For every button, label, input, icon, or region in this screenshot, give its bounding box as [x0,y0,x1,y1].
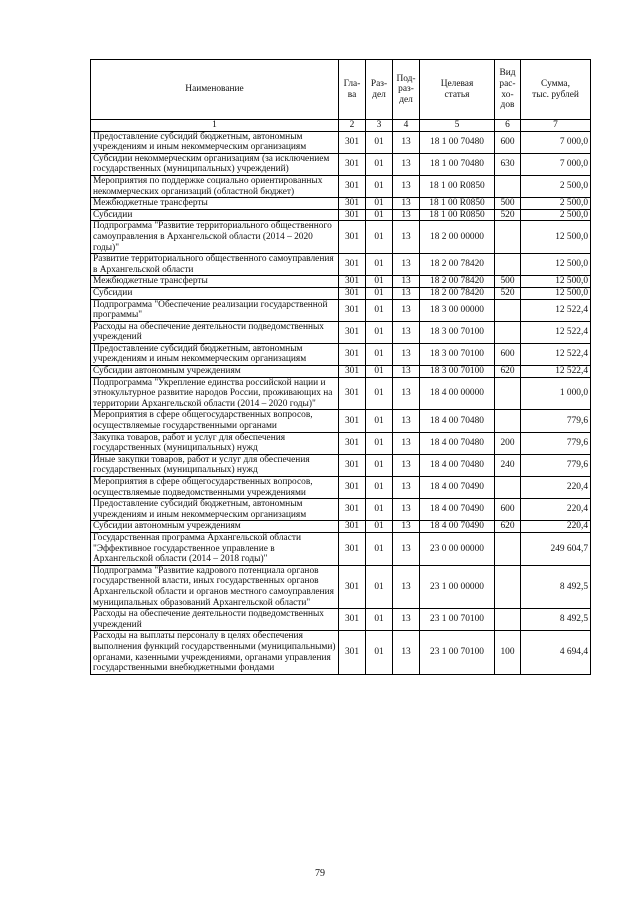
row-sum-cell: 7 000,0 [521,131,591,153]
row-sum-cell: 12 522,4 [521,299,591,321]
row-article-cell: 23 1 00 00000 [420,565,495,608]
row-podrazdel-cell: 13 [393,254,420,276]
row-article-cell: 18 4 00 70480 [420,454,495,476]
table-row [91,609,591,631]
row-name-cell: Расходы на выплаты персоналу в целях обеспечения выполнения функций государственными (муниципальными) органами, казенными учреждениями, органами управления государственными внебюджетными фондами [91,631,339,674]
table-row [91,287,591,299]
row-razdel-cell: 01 [366,477,393,499]
table-row [91,532,591,565]
row-vid-cell: 200 [495,432,521,454]
row-sum-cell: 1 000,0 [521,377,591,410]
row-glava-cell: 301 [339,343,366,365]
row-vid-cell [495,609,521,631]
row-name-cell: Подпрограмма "Укрепление единства российской нации и этнокультурное развитие народов России, проживающих на территории Архангельской области (2014 – 2020 годы)" [91,377,339,410]
row-podrazdel-cell: 13 [393,631,420,674]
row-name-cell: Субсидии автономным учреждениям [91,521,339,533]
row-podrazdel-cell: 13 [393,209,420,221]
row-article-cell: 18 2 00 00000 [420,221,495,254]
row-sum-cell: 12 500,0 [521,221,591,254]
header-podrazdel: Под- раз- дел [393,60,420,120]
row-podrazdel-cell: 13 [393,366,420,378]
row-vid-cell: 620 [495,521,521,533]
row-sum-cell: 12 500,0 [521,254,591,276]
row-vid-cell [495,299,521,321]
row-sum-cell: 12 500,0 [521,276,591,288]
row-glava-cell: 301 [339,532,366,565]
row-name-cell: Предоставление субсидий бюджетным, автономным учреждениям и иным некоммерческим организациям [91,343,339,365]
table-body [91,131,591,674]
row-podrazdel-cell: 13 [393,377,420,410]
row-sum-cell: 220,4 [521,521,591,533]
row-sum-cell: 12 522,4 [521,366,591,378]
row-glava-cell: 301 [339,521,366,533]
row-sum-cell: 4 694,4 [521,631,591,674]
row-vid-cell [495,477,521,499]
row-glava-cell: 301 [339,410,366,432]
row-razdel-cell: 01 [366,299,393,321]
row-vid-cell [495,254,521,276]
row-razdel-cell: 01 [366,153,393,175]
page-number: 79 [315,868,325,879]
row-podrazdel-cell: 13 [393,221,420,254]
row-glava-cell: 301 [339,287,366,299]
row-name-cell: Межбюджетные трансферты [91,276,339,288]
row-sum-cell: 249 604,7 [521,532,591,565]
table-row [91,410,591,432]
row-vid-cell [495,410,521,432]
row-article-cell: 18 1 00 R0850 [420,175,495,197]
row-article-cell: 23 0 00 00000 [420,532,495,565]
row-name-cell: Субсидии автономным учреждениям [91,366,339,378]
row-name-cell: Субсидии [91,209,339,221]
row-name-cell: Государственная программа Архангельской области "Эффективное государственное управление в Архангельской области (2014 – 2018 годы)" [91,532,339,565]
row-vid-cell: 500 [495,276,521,288]
row-razdel-cell: 01 [366,287,393,299]
row-razdel-cell: 01 [366,565,393,608]
row-vid-cell: 630 [495,153,521,175]
row-podrazdel-cell: 13 [393,175,420,197]
row-razdel-cell: 01 [366,521,393,533]
row-article-cell: 18 1 00 R0850 [420,209,495,221]
row-article-cell: 18 1 00 70480 [420,153,495,175]
row-sum-cell: 2 500,0 [521,198,591,210]
row-name-cell: Развитие территориального общественного самоуправления в Архангельской области [91,254,339,276]
row-article-cell: 18 4 00 70490 [420,477,495,499]
column-number: 1 [91,120,339,132]
row-name-cell: Мероприятия в сфере общегосударственных вопросов, осуществляемые подведомственными учреждениями [91,477,339,499]
row-glava-cell: 301 [339,276,366,288]
row-article-cell: 18 4 00 00000 [420,377,495,410]
row-razdel-cell: 01 [366,410,393,432]
row-glava-cell: 301 [339,209,366,221]
row-sum-cell: 220,4 [521,499,591,521]
row-name-cell: Расходы на обеспечение деятельности подведомственных учреждений [91,321,339,343]
row-glava-cell: 301 [339,321,366,343]
row-name-cell: Подпрограмма "Развитие территориального общественного самоуправления в Архангельской области (2014 – 2020 годы)" [91,221,339,254]
row-article-cell: 18 3 00 70100 [420,343,495,365]
column-number: 4 [393,120,420,132]
row-name-cell: Предоставление субсидий бюджетным, автономным учреждениям и иным некоммерческим организациям [91,499,339,521]
row-article-cell: 18 1 00 70480 [420,131,495,153]
row-razdel-cell: 01 [366,276,393,288]
table-row [91,221,591,254]
row-glava-cell: 301 [339,366,366,378]
row-article-cell: 18 3 00 00000 [420,299,495,321]
row-podrazdel-cell: 13 [393,477,420,499]
row-glava-cell: 301 [339,254,366,276]
row-podrazdel-cell: 13 [393,276,420,288]
row-razdel-cell: 01 [366,532,393,565]
row-vid-cell: 240 [495,454,521,476]
row-podrazdel-cell: 13 [393,499,420,521]
column-number-row [91,120,591,132]
table-row [91,299,591,321]
row-glava-cell: 301 [339,631,366,674]
table-row [91,198,591,210]
header-glava: Гла- ва [339,60,366,120]
row-podrazdel-cell: 13 [393,321,420,343]
row-glava-cell: 301 [339,198,366,210]
row-article-cell: 23 1 00 70100 [420,609,495,631]
table-row [91,254,591,276]
table-row [91,432,591,454]
row-glava-cell: 301 [339,377,366,410]
row-podrazdel-cell: 13 [393,153,420,175]
row-article-cell: 18 1 00 R0850 [420,198,495,210]
table-row [91,153,591,175]
row-article-cell: 18 4 00 70480 [420,410,495,432]
row-vid-cell: 600 [495,343,521,365]
row-podrazdel-cell: 13 [393,343,420,365]
row-glava-cell: 301 [339,609,366,631]
row-glava-cell: 301 [339,565,366,608]
row-podrazdel-cell: 13 [393,565,420,608]
row-sum-cell: 12 522,4 [521,321,591,343]
header-razdel: Раз- дел [366,60,393,120]
row-razdel-cell: 01 [366,631,393,674]
table-row [91,366,591,378]
table-row [91,276,591,288]
row-vid-cell: 620 [495,366,521,378]
row-razdel-cell: 01 [366,131,393,153]
row-sum-cell: 2 500,0 [521,175,591,197]
row-vid-cell: 520 [495,287,521,299]
row-name-cell: Предоставление субсидий бюджетным, автономным учреждениям и иным некоммерческим организациям [91,131,339,153]
column-number: 7 [521,120,591,132]
row-glava-cell: 301 [339,499,366,521]
row-glava-cell: 301 [339,432,366,454]
row-name-cell: Расходы на обеспечение деятельности подведомственных учреждений [91,609,339,631]
row-name-cell: Подпрограмма "Обеспечение реализации государственной программы" [91,299,339,321]
row-vid-cell [495,565,521,608]
table-row [91,377,591,410]
header-vid: Вид рас- хо- дов [495,60,521,120]
row-razdel-cell: 01 [366,609,393,631]
row-vid-cell [495,377,521,410]
row-article-cell: 18 2 00 78420 [420,254,495,276]
row-glava-cell: 301 [339,175,366,197]
table-row [91,343,591,365]
header-name: Наименование [91,60,339,120]
row-name-cell: Подпрограмма "Развитие кадрового потенциала органов государственной власти, иных государственных органов Архангельской области и органов местного самоуправления муниципальных образований Архангельской области" [91,565,339,608]
row-name-cell: Межбюджетные трансферты [91,198,339,210]
row-glava-cell: 301 [339,131,366,153]
row-glava-cell: 301 [339,299,366,321]
row-vid-cell [495,175,521,197]
row-article-cell: 18 2 00 78420 [420,276,495,288]
row-article-cell: 23 1 00 70100 [420,631,495,674]
row-name-cell: Мероприятия по поддержке социально ориентированных некоммерческих организаций (областной бюджет) [91,175,339,197]
row-name-cell: Иные закупки товаров, работ и услуг для обеспечения государственных (муниципальных) нужд [91,454,339,476]
row-podrazdel-cell: 13 [393,532,420,565]
row-razdel-cell: 01 [366,254,393,276]
row-razdel-cell: 01 [366,377,393,410]
row-glava-cell: 301 [339,477,366,499]
table-row [91,631,591,674]
table-row [91,175,591,197]
row-podrazdel-cell: 13 [393,131,420,153]
row-razdel-cell: 01 [366,366,393,378]
row-razdel-cell: 01 [366,454,393,476]
row-article-cell: 18 3 00 70100 [420,366,495,378]
table-row [91,521,591,533]
row-podrazdel-cell: 13 [393,432,420,454]
row-article-cell: 18 2 00 78420 [420,287,495,299]
table-row [91,209,591,221]
row-vid-cell: 100 [495,631,521,674]
row-name-cell: Субсидии [91,287,339,299]
row-article-cell: 18 3 00 70100 [420,321,495,343]
table-row [91,321,591,343]
row-vid-cell [495,221,521,254]
row-glava-cell: 301 [339,221,366,254]
row-sum-cell: 2 500,0 [521,209,591,221]
row-vid-cell: 600 [495,499,521,521]
row-sum-cell: 8 492,5 [521,565,591,608]
column-number: 6 [495,120,521,132]
row-podrazdel-cell: 13 [393,410,420,432]
row-razdel-cell: 01 [366,221,393,254]
row-razdel-cell: 01 [366,198,393,210]
row-podrazdel-cell: 13 [393,454,420,476]
row-razdel-cell: 01 [366,432,393,454]
row-article-cell: 18 4 00 70480 [420,432,495,454]
row-sum-cell: 779,6 [521,432,591,454]
row-podrazdel-cell: 13 [393,521,420,533]
row-podrazdel-cell: 13 [393,609,420,631]
table-row [91,131,591,153]
row-sum-cell: 12 522,4 [521,343,591,365]
row-article-cell: 18 4 00 70490 [420,521,495,533]
row-vid-cell: 600 [495,131,521,153]
row-vid-cell: 520 [495,209,521,221]
row-sum-cell: 779,6 [521,454,591,476]
column-number: 5 [420,120,495,132]
header-sum: Сумма, тыс. рублей [521,60,591,120]
row-podrazdel-cell: 13 [393,198,420,210]
row-razdel-cell: 01 [366,499,393,521]
row-vid-cell: 500 [495,198,521,210]
table-row [91,477,591,499]
row-sum-cell: 220,4 [521,477,591,499]
row-sum-cell: 7 000,0 [521,153,591,175]
row-razdel-cell: 01 [366,321,393,343]
row-sum-cell: 779,6 [521,410,591,432]
row-razdel-cell: 01 [366,343,393,365]
table-row [91,499,591,521]
row-razdel-cell: 01 [366,175,393,197]
budget-table [90,59,591,675]
table-row [91,565,591,608]
column-number: 2 [339,120,366,132]
row-razdel-cell: 01 [366,209,393,221]
row-sum-cell: 8 492,5 [521,609,591,631]
table-row [91,454,591,476]
row-name-cell: Мероприятия в сфере общегосударственных вопросов, осуществляемые государственными органами [91,410,339,432]
row-glava-cell: 301 [339,153,366,175]
row-podrazdel-cell: 13 [393,287,420,299]
row-name-cell: Закупка товаров, работ и услуг для обеспечения государственных (муниципальных) нужд [91,432,339,454]
row-glava-cell: 301 [339,454,366,476]
column-number: 3 [366,120,393,132]
row-article-cell: 18 4 00 70490 [420,499,495,521]
row-vid-cell [495,321,521,343]
header-row [91,60,591,120]
row-vid-cell [495,532,521,565]
row-sum-cell: 12 500,0 [521,287,591,299]
row-name-cell: Субсидии некоммерческим организациям (за исключением государственных (муниципальных) учреждений) [91,153,339,175]
row-podrazdel-cell: 13 [393,299,420,321]
header-article: Целевая статья [420,60,495,120]
